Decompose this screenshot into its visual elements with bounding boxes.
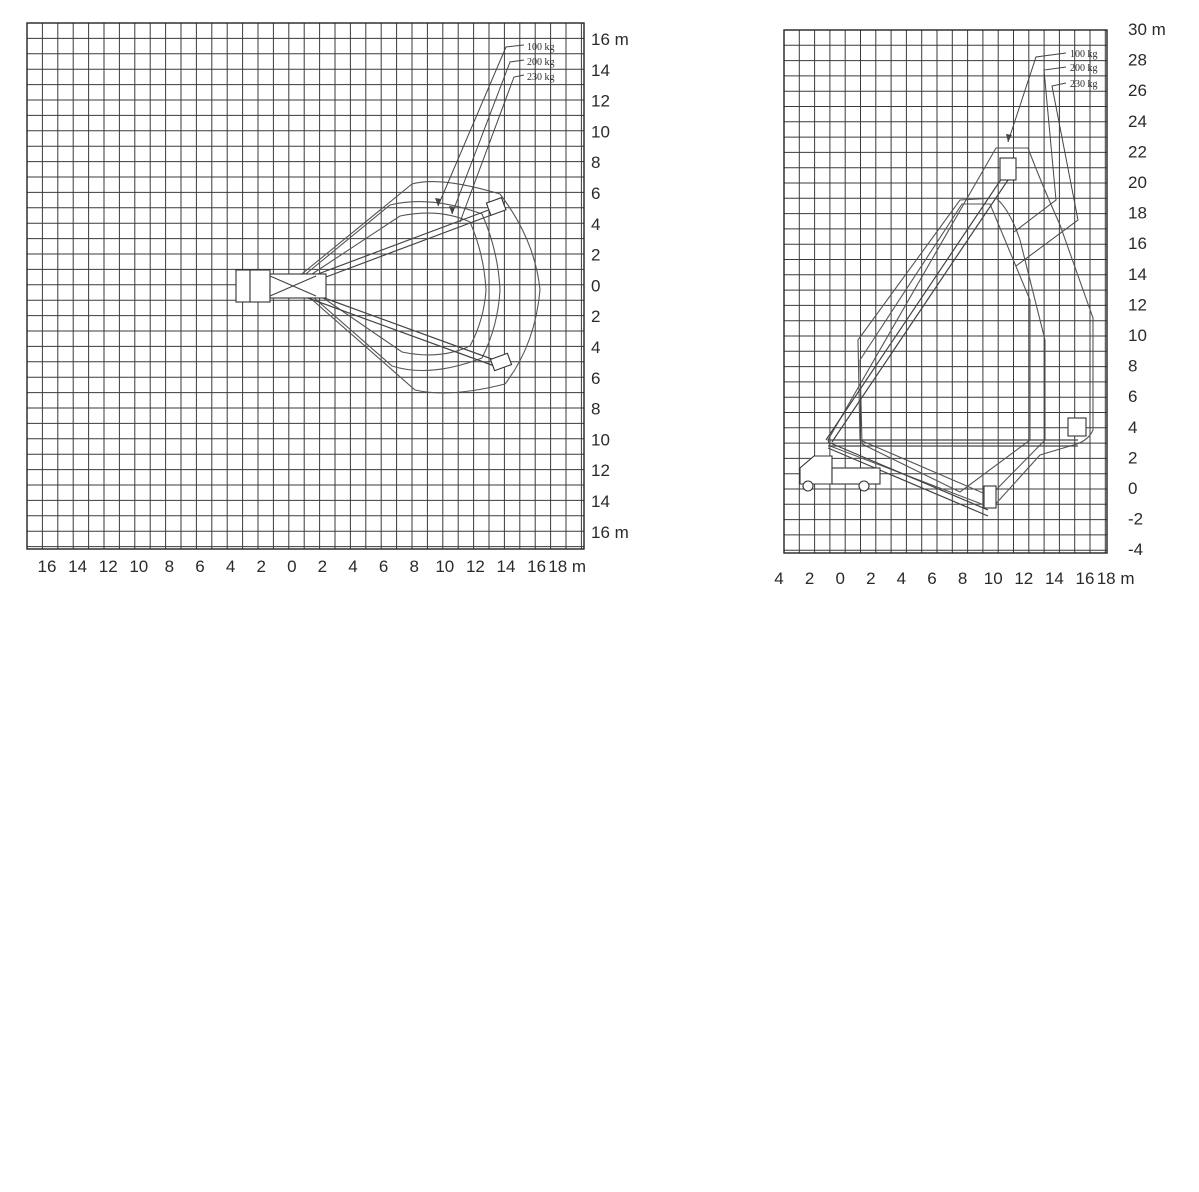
right-right-axis-labels bbox=[1128, 20, 1166, 559]
truck-side-view bbox=[800, 456, 880, 491]
axis-tick-label: 6 bbox=[1128, 387, 1138, 407]
axis-tick-label: 4 bbox=[896, 569, 907, 588]
axis-tick-label: 16 bbox=[37, 557, 57, 576]
axis-tick-label: 2 bbox=[804, 569, 815, 588]
axis-tick-label: 14 bbox=[1128, 264, 1147, 284]
axis-tick-label: 12 bbox=[98, 557, 118, 576]
axis-tick-label: 10 bbox=[435, 557, 455, 576]
axis-tick-label: 0 bbox=[835, 569, 845, 588]
axis-tick-label: 14 bbox=[68, 557, 88, 576]
axis-tick-label: 10 bbox=[129, 557, 149, 576]
side-load-label-230kg: 230 kg bbox=[1070, 79, 1098, 90]
axis-tick-label: 8 bbox=[591, 399, 601, 419]
axis-tick-label: 8 bbox=[164, 557, 175, 576]
axis-tick-label: 12 bbox=[1128, 295, 1147, 315]
axis-tick-label: 30 m bbox=[1128, 20, 1166, 39]
axis-tick-label: 24 bbox=[1128, 111, 1147, 131]
axis-tick-label: 4 bbox=[591, 338, 601, 357]
axis-tick-label: 2 bbox=[256, 557, 266, 576]
axis-tick-label: 4 bbox=[1128, 417, 1138, 437]
left-bottom-axis-labels bbox=[38, 557, 587, 576]
axis-tick-label: 18 m bbox=[548, 557, 587, 576]
axis-tick-label: 14 bbox=[591, 492, 610, 511]
side-view-reach-diagram bbox=[774, 20, 1166, 588]
axis-tick-label: 2 bbox=[866, 569, 876, 588]
load-label-230kg: 230 kg bbox=[527, 72, 555, 83]
side-envelope-200kg bbox=[858, 198, 1045, 496]
left-right-axis-labels bbox=[591, 30, 629, 542]
axis-tick-label: 16 bbox=[527, 557, 547, 576]
side-load-leader-lines bbox=[1006, 53, 1078, 266]
side-basket-bottom bbox=[984, 486, 996, 508]
axis-tick-label: 14 bbox=[591, 60, 610, 80]
load-leader-lines bbox=[435, 45, 524, 222]
axis-tick-label: 18 m bbox=[1096, 569, 1135, 588]
axis-tick-label: 14 bbox=[1044, 569, 1064, 588]
axis-tick-label: 12 bbox=[591, 461, 610, 481]
side-envelope-230kg bbox=[860, 204, 1030, 492]
top-view-reach-diagram bbox=[27, 23, 629, 576]
axis-tick-label: 2 bbox=[591, 307, 601, 327]
axis-tick-label: 28 bbox=[1128, 50, 1147, 70]
axis-tick-label: 20 bbox=[1128, 173, 1147, 192]
load-label-100kg: 100 kg bbox=[527, 42, 555, 53]
vehicle-top-view bbox=[236, 270, 326, 302]
axis-tick-label: 10 bbox=[591, 430, 610, 450]
axis-tick-label: 6 bbox=[378, 557, 389, 576]
side-boom-up bbox=[826, 172, 1006, 440]
axis-tick-label: 6 bbox=[591, 368, 601, 388]
axis-tick-label: 10 bbox=[983, 569, 1003, 588]
axis-tick-label: 4 bbox=[591, 214, 601, 234]
axis-tick-label: 2 bbox=[317, 557, 328, 576]
axis-tick-label: -2 bbox=[1128, 509, 1144, 529]
platform-basket-lower bbox=[490, 353, 511, 370]
axis-tick-label: 6 bbox=[195, 557, 205, 576]
boom-lower-2 bbox=[286, 290, 500, 368]
axis-tick-label: 16 bbox=[1075, 569, 1095, 588]
axis-tick-label: 16 bbox=[1128, 234, 1147, 254]
axis-tick-label: 8 bbox=[409, 557, 419, 576]
axis-tick-label: 12 bbox=[1014, 569, 1034, 588]
axis-tick-label: 0 bbox=[1128, 479, 1138, 498]
axis-tick-label: 12 bbox=[591, 91, 610, 111]
axis-tick-label: 8 bbox=[591, 153, 601, 173]
axis-tick-label: 16 m bbox=[591, 522, 629, 542]
axis-tick-label: 2 bbox=[1128, 448, 1138, 468]
axis-tick-label: 6 bbox=[927, 569, 937, 588]
axis-tick-label: 18 bbox=[1128, 203, 1147, 223]
axis-tick-label: -4 bbox=[1128, 540, 1144, 560]
side-load-label-200kg: 200 kg bbox=[1070, 63, 1098, 74]
axis-tick-label: 10 bbox=[1128, 326, 1147, 345]
axis-tick-label: 8 bbox=[1128, 356, 1138, 376]
axis-tick-label: 14 bbox=[496, 557, 516, 576]
axis-tick-label: 4 bbox=[225, 557, 236, 576]
axis-tick-label: 16 m bbox=[591, 30, 629, 49]
axis-tick-label: 26 bbox=[1128, 81, 1147, 101]
axis-tick-label: 22 bbox=[1128, 142, 1147, 162]
side-basket-top bbox=[1000, 158, 1016, 180]
axis-tick-label: 2 bbox=[591, 245, 601, 265]
envelope-200kg bbox=[296, 202, 500, 371]
axis-tick-label: 0 bbox=[591, 276, 601, 296]
axis-tick-label: 4 bbox=[774, 569, 784, 588]
axis-tick-label: 12 bbox=[465, 557, 485, 576]
axis-tick-label: 4 bbox=[348, 557, 358, 576]
side-basket-right bbox=[1068, 418, 1086, 436]
right-bottom-axis-labels bbox=[774, 569, 1134, 588]
axis-tick-label: 6 bbox=[591, 184, 601, 203]
load-label-200kg: 200 kg bbox=[527, 57, 555, 68]
side-load-label-100kg: 100 kg bbox=[1070, 49, 1098, 60]
axis-tick-label: 8 bbox=[957, 569, 968, 588]
axis-tick-label: 0 bbox=[287, 557, 297, 576]
axis-tick-label: 10 bbox=[591, 122, 610, 142]
